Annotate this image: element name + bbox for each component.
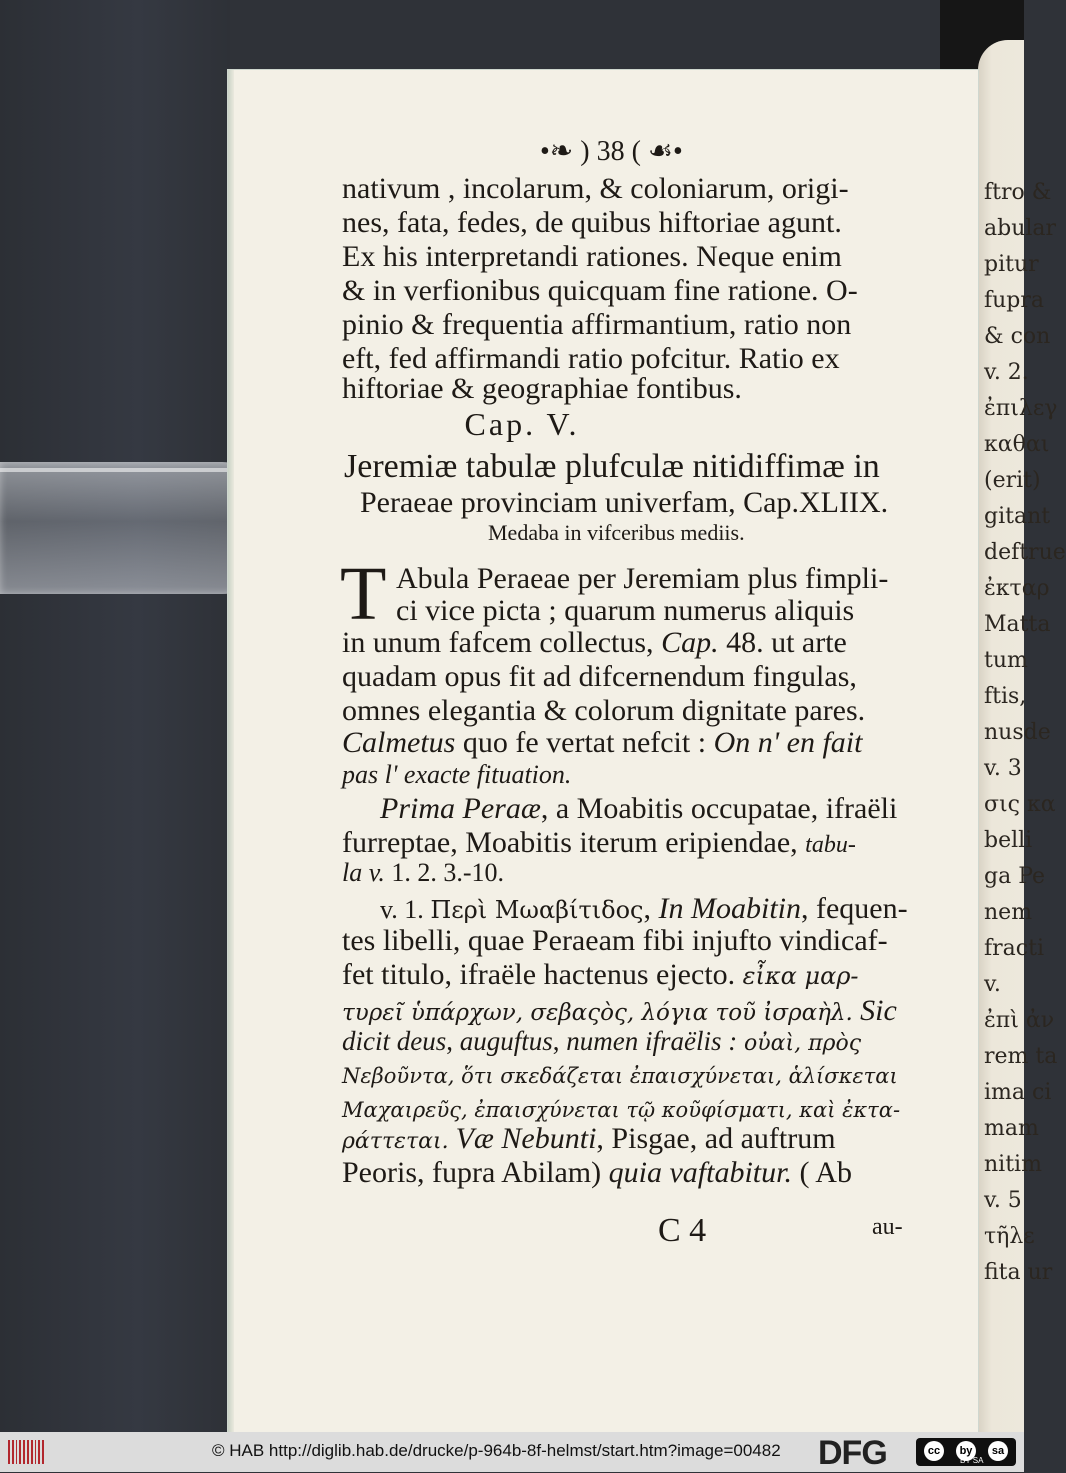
text-line: eft, fed affirmandi ratio pofcitur. Ratio ex: [342, 342, 840, 375]
text-line: Peoris, fupra Abilam) quia vaftabitur. ( Ab: [342, 1156, 852, 1189]
text-line: quadam opus fit ad difcernendum fingulas,: [342, 660, 857, 693]
next-page-fragment: tum: [984, 648, 1028, 673]
cc-icon: cc: [924, 1441, 944, 1461]
copyright-url[interactable]: © HAB http://diglib.hab.de/drucke/p-964b-8f-helmst/start.htm?image=00482: [212, 1441, 781, 1460]
page-header: •❧ ) 38 ( ☙•: [540, 136, 683, 167]
next-page-fragment: σις κα: [984, 792, 1056, 817]
next-page-fragment: gitant: [984, 504, 1051, 529]
text-line: ράττεται. Væ Nebunti, Pisgae, ad auftrum: [342, 1122, 836, 1155]
text-line: nes, fata, fedes, de quibus hiftoriae agunt.: [342, 206, 842, 239]
text-line: in unum fafcem collectus, Cap. 48. ut arte: [342, 626, 847, 659]
next-page-fragment: rem ta: [984, 1044, 1058, 1069]
next-page-fragment: nitim: [984, 1152, 1042, 1177]
viewer-footer: [0, 1432, 1024, 1472]
next-page-edge: [978, 40, 1066, 1432]
text-line: Abula Peraeae per Jeremiam plus fimpli-: [396, 562, 889, 595]
text-line: furreptae, Moabitis iterum eripiendae, tabu-: [342, 826, 856, 859]
next-page-fragment: fracti: [984, 936, 1044, 961]
next-page-fragment: v.: [984, 972, 1001, 997]
text-line: fet titulo, ifraële hactenus ejecto. εἶκα μαρ-: [342, 958, 859, 991]
clamp-highlight: [0, 468, 252, 472]
chapter-subheading: Medaba in vifceribus mediis.: [488, 520, 745, 545]
next-page-fragment: fita ur: [984, 1260, 1053, 1285]
next-page-fragment: Matta: [984, 612, 1051, 637]
signature-mark: C 4: [658, 1212, 707, 1249]
text-line: la v. 1. 2. 3.-10.: [342, 858, 505, 887]
next-page-fragment: ga Pe: [984, 864, 1046, 889]
text-line: τυρεῖ ὑπάρχων, σεβαςὸς, λόγια τοῦ ἰσραὴλ. Sic: [342, 994, 897, 1027]
catchword: au-: [872, 1214, 903, 1240]
license-label: BY SA: [960, 1456, 984, 1465]
text-line: Μαχαιρεῦς, ἐπαισχύνεται τῷ κοῦφίσματι, καὶ ἐκτα-: [342, 1098, 901, 1122]
next-page-fragment: ftis,: [984, 684, 1027, 709]
next-page-fragment: καθαι: [984, 432, 1050, 457]
next-page-fragment: & con: [984, 324, 1051, 349]
next-page-fragment: nem: [984, 900, 1033, 925]
next-page-fragment: (erit): [984, 468, 1041, 493]
drop-cap: T: [340, 552, 387, 636]
text-line: ci vice picta ; quarum numerus aliquis: [396, 594, 855, 627]
next-page-fragment: ima ci: [984, 1080, 1052, 1105]
text-line: hiftoriae & geographiae fontibus.: [342, 372, 742, 405]
text-line: tes libelli, quae Peraeam fibi injufto vindicaf-: [342, 924, 888, 957]
text-line: & in verfionibus quicquam fine ratione. O-: [342, 274, 858, 307]
chapter-title: Cap. V.: [464, 406, 580, 442]
by-icon: by: [956, 1441, 976, 1461]
text-line: Ex his interpretandi rationes. Neque enim: [342, 240, 842, 273]
chapter-heading-line1: Jeremiæ tabulæ plufculæ nitidiffimæ in: [344, 448, 880, 485]
text-line: pinio & frequentia affirmantium, ratio non: [342, 308, 852, 341]
text-line: v. 1. Περὶ Μωαβίτιδος, In Moabitin, fequen-: [380, 892, 908, 925]
next-page-fragment: v. 2.: [984, 360, 1029, 385]
text-line: pas l' exacte fituation.: [342, 760, 572, 789]
next-page-fragment: mam: [984, 1116, 1039, 1141]
dfg-logo: DFG: [818, 1434, 887, 1472]
next-page-fragment: τῆλε: [984, 1224, 1035, 1249]
text-line: nativum , incolarum, & coloniarum, origi-: [342, 172, 849, 205]
chapter-heading-line2: Peraeae provinciam univerfam, Cap.XLIIX.: [360, 486, 889, 519]
next-page-fragment: abular: [984, 216, 1057, 241]
text-line: Prima Peraæ, a Moabitis occupatae, ifraëli: [380, 792, 898, 825]
scanner-background: [0, 0, 230, 1432]
next-page-fragment: v. 5: [984, 1188, 1022, 1213]
next-page-fragment: ftro &: [984, 180, 1052, 205]
next-page-fragment: belli: [984, 828, 1033, 853]
next-page-fragment: pitur: [984, 252, 1039, 277]
text-line: Νεβοῦντα, ὅτι σκεδάζεται ἐπαισχύνεται, ἁλίσκεται: [342, 1064, 898, 1088]
next-page-fragment: deftrue: [984, 540, 1066, 565]
text-line: Calmetus quo fe vertat nefcit : On n' en fait: [342, 726, 863, 759]
next-page-fragment: fupra: [984, 288, 1045, 313]
next-page-fragment: ἐπιλεγ: [984, 396, 1058, 421]
next-page-fragment: ἐκταρ: [984, 576, 1050, 601]
text-line: omnes elegantia & colorum dignitate pares.: [342, 694, 866, 727]
text-line: dicit deus, auguftus, numen ifraëlis : οὐαὶ, πρὸς: [342, 1026, 862, 1056]
next-page-fragment: nusde: [984, 720, 1051, 745]
next-page-fragment: ἐπὶ ἀν: [984, 1008, 1055, 1033]
hab-logo-icon: [8, 1440, 44, 1464]
glass-page-clamp: [0, 462, 262, 594]
sa-icon: sa: [988, 1441, 1008, 1461]
next-page-fragment: v. 3: [984, 756, 1022, 781]
